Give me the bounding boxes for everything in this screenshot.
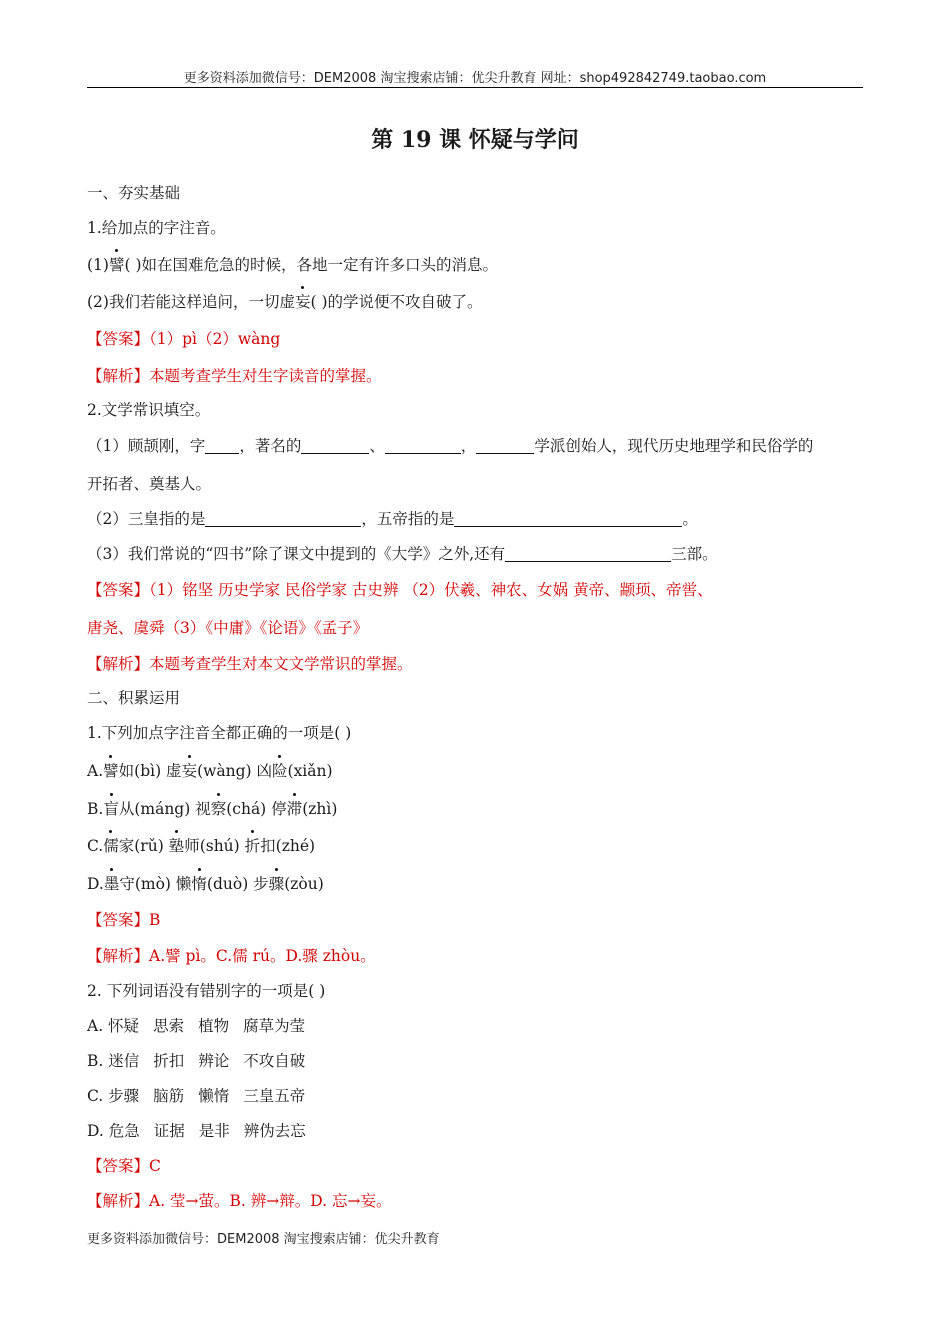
lesson-title: 第 19 课 怀疑与学问 — [371, 127, 579, 153]
dotted-char: 盲 — [103, 800, 119, 818]
s2-q1-option-d: D.墨守(mò) 懒惰(duò) 步骤(zòu) — [87, 875, 324, 893]
s2-q2-stem: 2. 下列词语没有错别字的一项是( ) — [87, 982, 326, 1000]
dotted-char: 察 — [210, 800, 227, 818]
s2-q2-option-a: A. 怀疑 思索 植物 腐草为莹 — [87, 1017, 306, 1035]
page-header: 更多资料添加微信号：DEM2008 淘宝搜索店铺：优尖升教育 网址：shop492842749.taobao.com — [183, 71, 767, 86]
dotted-char: 墨 — [103, 875, 120, 893]
s2-q1-option-a: A.譬如(bì) 虚妄(wàng) 凶险(xiǎn) — [87, 762, 333, 780]
fill-blank — [505, 545, 671, 562]
header-divider — [87, 87, 863, 88]
dotted-char: 塾 — [168, 837, 185, 855]
fill-blank — [205, 510, 361, 527]
page-footer: 更多资料添加微信号：DEM2008 淘宝搜索店铺：优尖升教育 — [87, 1232, 440, 1247]
section-1-heading: 一、夯实基础 — [87, 184, 181, 202]
q2-line-1-cont: 开拓者、奠基人。 — [87, 475, 212, 493]
dotted-char: 儒 — [103, 837, 119, 855]
fill-blank — [385, 437, 461, 454]
dotted-char: 妄 — [294, 293, 311, 311]
q1-line-1: (1)譬( )如在国难危急的时候，各地一定有许多口头的消息。 — [87, 256, 499, 274]
fill-blank — [301, 437, 369, 454]
q2-line-2: （2）三皇指的是 ，五帝指的是 。 — [87, 510, 698, 528]
section-2-heading: 二、积累运用 — [87, 689, 181, 707]
dotted-char: 譬 — [103, 762, 119, 780]
q2-stem: 2.文学常识填空。 — [87, 401, 211, 419]
fill-blank — [205, 437, 239, 454]
s2-q2-answer: 【答案】C — [87, 1157, 161, 1175]
s2-q1-analysis: 【解析】A.譬 pì。C.儒 rú。D.骤 zhòu。 — [87, 947, 376, 965]
q1-line-2: (2)我们若能这样追问，一切虚妄( )的学说便不攻自破了。 — [87, 293, 483, 311]
fill-blank — [476, 437, 534, 454]
dotted-char: 骤 — [268, 875, 285, 893]
q1-answer: 【答案】（1）pì（2）wàng — [87, 330, 281, 348]
dotted-char: 滞 — [286, 800, 303, 818]
dotted-char: 险 — [272, 762, 288, 780]
q2-analysis: 【解析】本题考查学生对本文文学常识的掌握。 — [87, 655, 413, 673]
s2-q1-stem: 1.下列加点字注音全都正确的一项是( ) — [87, 724, 352, 742]
q2-line-3: （3）我们常说的“四书”除了课文中提到的《大学》之外,还有 三部。 — [87, 545, 718, 563]
s2-q2-option-c: C. 步骤 脑筋 懒惰 三皇五帝 — [87, 1087, 306, 1105]
s2-q1-option-b: B.盲从(máng) 视察(chá) 停滞(zhì) — [87, 800, 338, 818]
dotted-char: 惰 — [191, 875, 207, 893]
s2-q2-analysis: 【解析】A. 莹→萤。B. 辨→辩。D. 忘→妄。 — [87, 1192, 392, 1210]
q2-answer-2: 唐尧、虞舜（3）《中庸》《论语》《孟子》 — [87, 619, 369, 637]
q2-line-1: （1）顾颉刚，字 ，著名的 、 ， 学派创始人，现代历史地理学和民俗学的 — [87, 437, 814, 455]
q2-answer-1: 【答案】（1）铭坚 历史学家 民俗学家 古史辨 （2）伏羲、神农、女娲 黄帝、颛顼、帝喾、 — [87, 581, 713, 599]
q1-stem: 1.给加点的字注音。 — [87, 219, 226, 237]
q1-analysis: 【解析】本题考查学生对生字读音的掌握。 — [87, 367, 382, 385]
s2-q1-option-c: C.儒家(rǔ) 塾师(shú) 折扣(zhé) — [87, 837, 316, 855]
s2-q2-option-b: B. 迷信 折扣 辨论 不攻自破 — [87, 1052, 306, 1070]
fill-blank — [454, 510, 682, 527]
s2-q1-answer: 【答案】B — [87, 911, 161, 929]
dotted-char: 譬 — [108, 256, 125, 274]
dotted-char: 折 — [244, 837, 261, 855]
dotted-char: 妄 — [181, 762, 198, 780]
s2-q2-option-d: D. 危急 证据 是非 辨伪去忘 — [87, 1122, 306, 1140]
